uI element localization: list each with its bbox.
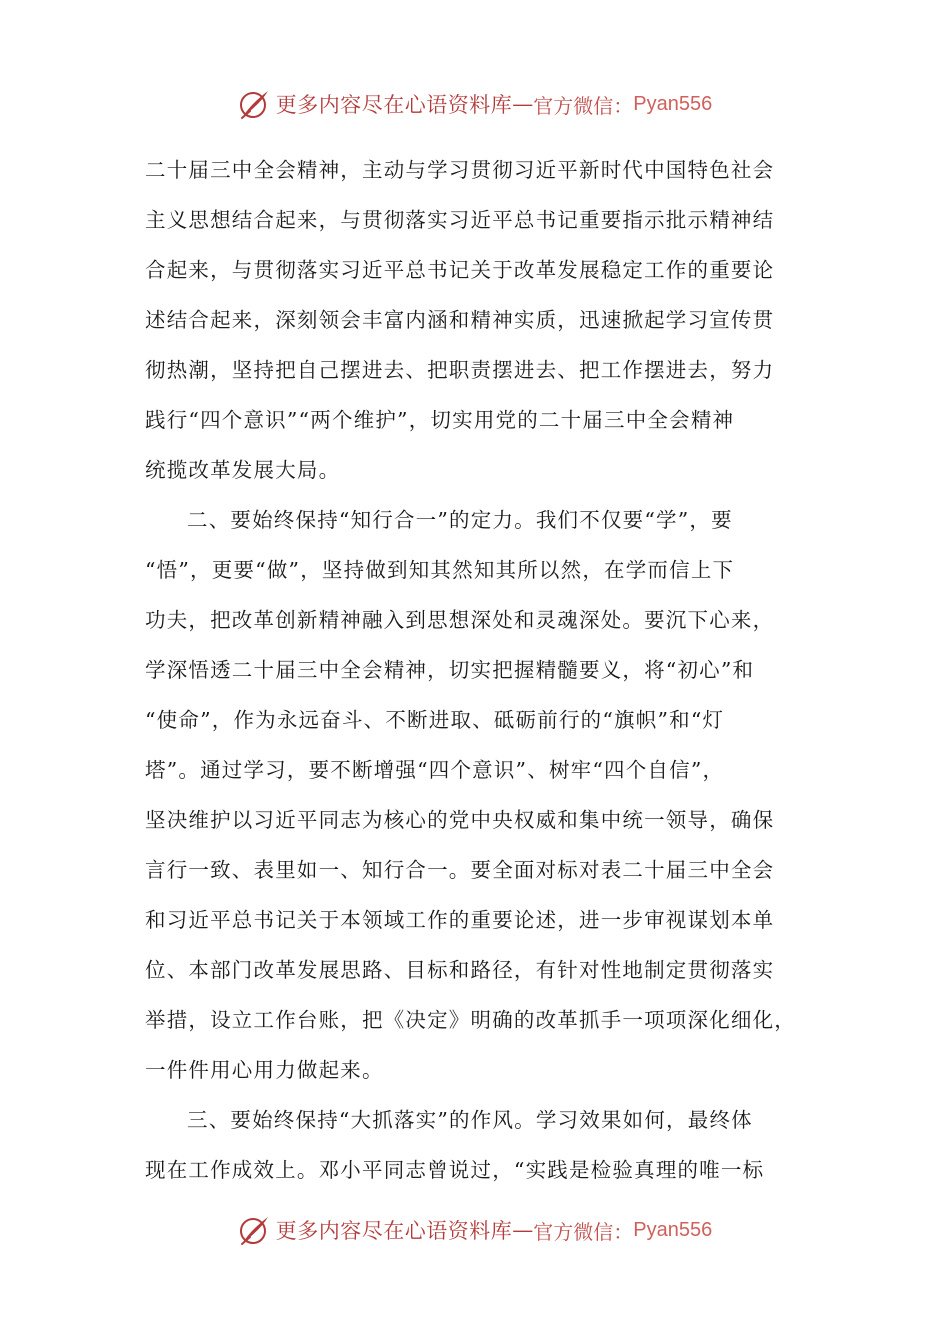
footer-banner [0,1210,950,1250]
document-body [145,145,807,1195]
text-line: 述结合起来，深刻领会丰富内涵和精神实质，迅速掀起学习宣传贯 [145,308,775,332]
header-banner [0,84,950,124]
banner-wechat-label: 官方微信： [533,93,634,118]
quill-logo-icon [238,1213,272,1247]
quill-logo-icon [238,87,272,121]
banner-wechat-id: Pyan556 [633,1218,713,1241]
text-line: 二十届三中全会精神，主动与学习贯彻习近平新时代中国特色社会 [145,158,775,182]
text-line: 学深悟透二十届三中全会精神，切实把握精髓要义，将“初心”和 [145,658,755,682]
text-line: “使命”，作为永远奋斗、不断进取、砥砺前行的“旗帜”和“灯 [145,708,725,732]
text-line: 功夫，把改革创新精神融入到思想深处和灵魂深处。要沉下心来， [145,608,775,632]
banner-main-text: 更多内容尽在心语资料库 [275,1219,513,1243]
text-line: 一件件用心用力做起来。 [145,1058,384,1082]
banner-dash: — [512,92,534,116]
text-line: 言行一致、表里如一、知行合一。要全面对标对表二十届三中全会 [145,858,775,882]
text-line: 现在工作成效上。邓小平同志曾说过，“实践是检验真理的唯一标 [145,1158,765,1182]
banner-wechat-label: 官方微信： [533,1219,634,1244]
paragraph-start-line: 三、要始终保持“大抓落实”的作风。学习效果如何，最终体 [187,1108,753,1132]
text-line: 举措，设立工作台账，把《决定》明确的改革抓手一项项深化细化， [145,1008,796,1032]
text-line: 合起来，与贯彻落实习近平总书记关于改革发展稳定工作的重要论 [145,258,775,282]
banner-wechat-id: Pyan556 [633,92,713,115]
paragraph-start-line: 二、要始终保持“知行合一”的定力。我们不仅要“学”，要 [187,508,733,532]
text-line: 和习近平总书记关于本领域工作的重要论述，进一步审视谋划本单 [145,908,775,932]
text-line: 坚决维护以习近平同志为核心的党中央权威和集中统一领导，确保 [145,808,775,832]
text-line: 彻热潮，坚持把自己摆进去、把职责摆进去、把工作摆进去，努力 [145,358,775,382]
text-line: 统揽改革发展大局。 [145,458,341,482]
banner-dash: — [512,1218,534,1242]
text-line: 塔”。通过学习，要不断增强“四个意识”、树牢“四个自信”， [145,758,725,782]
banner-main-text: 更多内容尽在心语资料库 [275,93,513,117]
text-line: 主义思想结合起来，与贯彻落实习近平总书记重要指示批示精神结 [145,208,775,232]
text-line: 践行“四个意识”“两个维护”，切实用党的二十届三中全会精神 [145,408,735,432]
text-line: “悟”，更要“做”，坚持做到知其然知其所以然，在学而信上下 [145,558,735,582]
text-line: 位、本部门改革发展思路、目标和路径，有针对性地制定贯彻落实 [145,958,775,982]
